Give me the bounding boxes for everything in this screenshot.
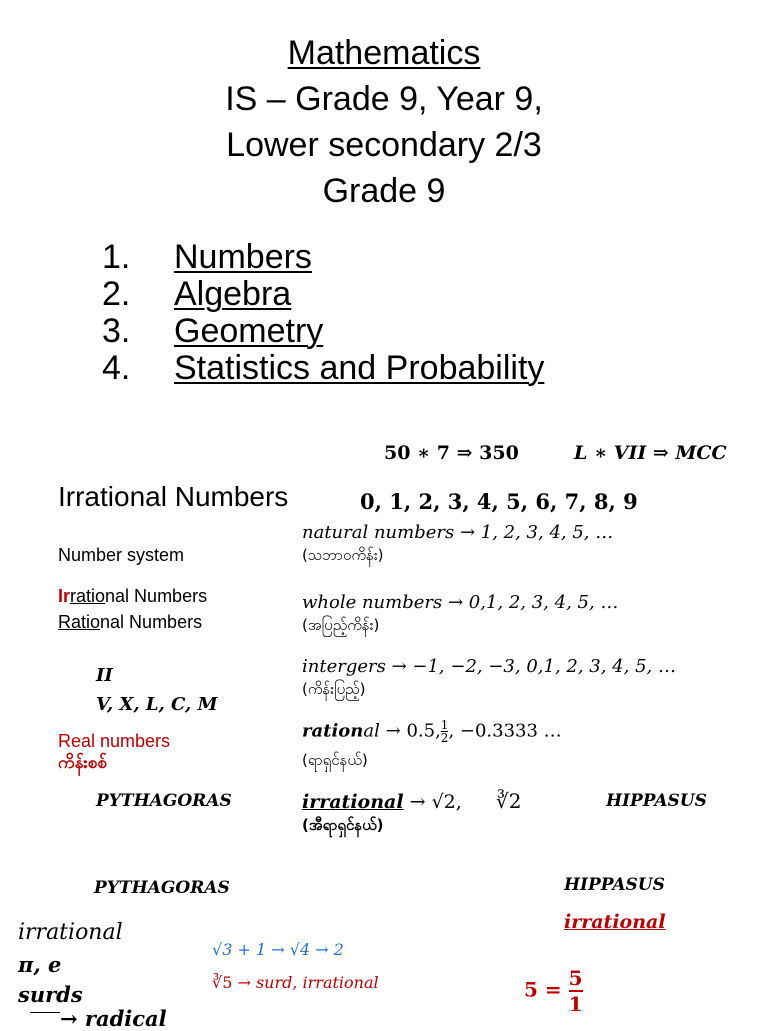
radical-bar bbox=[30, 1012, 60, 1013]
real-numbers-label: Real numbers bbox=[58, 731, 171, 751]
irrational-myanmar: (အီရာရှင်နယ်) bbox=[302, 816, 384, 834]
natural-numbers-myanmar: (သဘာဝကိန်း) bbox=[302, 546, 384, 564]
whole-numbers: whole numbers → 0,1, 2, 3, 4, 5, … bbox=[302, 592, 619, 613]
pythagoras-label-1: PYTHAGORAS bbox=[96, 791, 232, 811]
topic-algebra: Algebra bbox=[174, 275, 292, 313]
arabic-equation: 50 ∗ 7 ⇒ 350 bbox=[384, 442, 519, 464]
integers-myanmar: (ကိန်းပြည့်) bbox=[302, 680, 366, 698]
section-title: Irrational Numbers bbox=[58, 481, 289, 512]
rational-myanmar: (ရာရှင်နယ်) bbox=[302, 751, 368, 769]
roman-numeral-ii: II bbox=[96, 665, 113, 686]
topic-geometry: Geometry bbox=[174, 312, 324, 350]
real-numbers-myanmar: ကိန်းစစ် bbox=[58, 753, 107, 773]
surds-label: surds bbox=[18, 982, 83, 1007]
subtitle-line-3: Grade 9 bbox=[322, 172, 446, 210]
cube-root-two: ∛2 bbox=[496, 789, 522, 813]
list-item: 2. Algebra bbox=[102, 275, 292, 313]
irrational-red: irrational bbox=[564, 911, 666, 933]
five-equation: 5 = $\frac{5}{1}$ bbox=[524, 966, 583, 1016]
list-item: 4. Statistics and Probability bbox=[102, 349, 545, 387]
rational-line: rational → 0.5, $\frac{1}{2}$ , −0.3333 … bbox=[302, 718, 562, 745]
number-system-label: Number system bbox=[58, 545, 185, 565]
roman-equation: L ∗ VII ⇒ MCC bbox=[574, 442, 727, 464]
surd-example: ∛5 → surd, irrational bbox=[212, 973, 379, 992]
topic-list bbox=[102, 238, 544, 386]
radical-label: → radical bbox=[30, 1006, 167, 1031]
topic-statistics: Statistics and Probability bbox=[174, 349, 545, 387]
list-item: 3. Geometry bbox=[102, 312, 324, 350]
whole-numbers-myanmar: (အပြည့်ကိန်း) bbox=[302, 616, 380, 634]
pi-e: π, e bbox=[18, 952, 62, 977]
irrational-line: irrational → √2, bbox=[302, 791, 462, 813]
roman-numerals: V, X, L, C, M bbox=[96, 694, 218, 715]
subtitle-line-2: Lower secondary 2/3 bbox=[226, 126, 542, 164]
irrational-numbers-label: Irrational Numbers bbox=[58, 586, 208, 606]
list-item: 1. Numbers bbox=[102, 238, 312, 276]
hippasus-label-2: HIPPASUS bbox=[564, 875, 665, 895]
rational-numbers-label: Rational Numbers bbox=[58, 612, 203, 632]
hippasus-label-1: HIPPASUS bbox=[606, 791, 707, 811]
irrational-word: irrational bbox=[18, 920, 123, 945]
topic-numbers: Numbers bbox=[174, 238, 312, 276]
sqrt-example: √3 + 1 → √4 → 2 bbox=[212, 940, 344, 959]
one-half-fraction: $\frac{1}{2}$ bbox=[440, 718, 449, 745]
integers: intergers → −1, −2, −3, 0,1, 2, 3, 4, 5, … bbox=[302, 656, 676, 677]
page-title bbox=[0, 34, 768, 73]
natural-numbers: natural numbers → 1, 2, 3, 4, 5, … bbox=[302, 522, 614, 543]
subtitle-line-1: IS – Grade 9, Year 9, bbox=[225, 80, 543, 118]
digits: 0, 1, 2, 3, 4, 5, 6, 7, 8, 9 bbox=[360, 489, 638, 514]
five-over-one: $\frac{5}{1}$ bbox=[568, 966, 583, 1016]
pythagoras-label-2: PYTHAGORAS bbox=[94, 878, 230, 898]
title-text: Mathematics bbox=[287, 34, 481, 72]
